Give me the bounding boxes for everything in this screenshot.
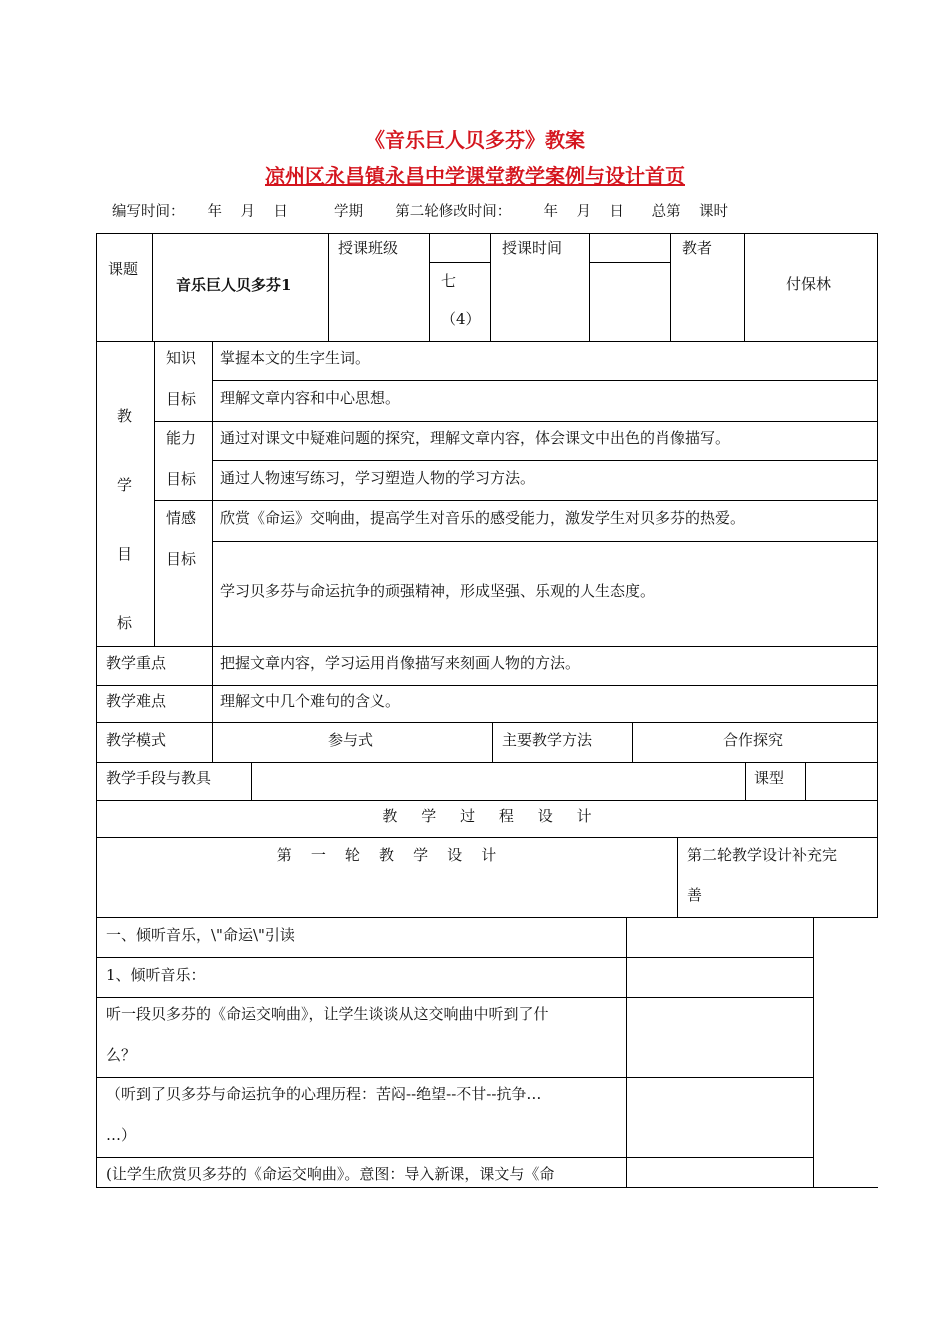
class-value-number: （4） — [441, 310, 481, 328]
mode-label: 教学模式 — [106, 731, 167, 749]
teacher-label: 教者 — [682, 239, 713, 257]
class-label: 授课班级 — [338, 239, 399, 257]
emotion-label-2: 目标 — [166, 550, 197, 568]
step-line: （听到了贝多芬与命运抗争的心理历程：苦闷--绝望--不甘--抗争… — [106, 1085, 542, 1103]
goals-label-2: 学 — [117, 476, 133, 494]
ability-label-2: 目标 — [166, 470, 197, 488]
meta-line: 编写时间： 年 月 日 学期 第二轮修改时间： 年 月 日 总第 课时 — [112, 204, 728, 220]
knowledge-item-1: 掌握本文的生字生词。 — [220, 349, 371, 367]
step-line: …） — [106, 1126, 137, 1144]
step-line: (让学生欣赏贝多芬的《命运交响曲》。意图：导入新课，课文与《命 — [106, 1165, 555, 1183]
difficulty-value: 理解文中几个难句的含义。 — [220, 692, 401, 710]
step-line: 1、倾听音乐： — [106, 966, 206, 984]
ability-item-2: 通过人物速写练习，学习塑造人物的学习方法。 — [220, 469, 536, 487]
goals-label-4: 标 — [117, 614, 133, 632]
ability-item-1: 通过对课文中疑难问题的探究，理解文章内容，体会课文中出色的肖像描写。 — [220, 429, 731, 447]
method-label: 主要教学方法 — [502, 731, 593, 749]
first-round-heading: 第 一 轮 教 学 设 计 — [276, 846, 497, 864]
step-line: 么？ — [106, 1046, 137, 1064]
difficulty-label: 教学难点 — [106, 692, 167, 710]
key-point-value: 把握文章内容，学习运用肖像描写来刻画人物的方法。 — [220, 654, 581, 672]
ability-label-1: 能力 — [166, 429, 197, 447]
method-value: 合作探究 — [723, 731, 784, 749]
type-label: 课型 — [754, 769, 785, 787]
mode-value: 参与式 — [328, 731, 374, 749]
tools-label: 教学手段与教具 — [106, 769, 212, 787]
key-point-label: 教学重点 — [106, 654, 167, 672]
document-subtitle: 凉州区永昌镇永昌中学课堂教学案例与设计首页 — [265, 164, 685, 188]
step-line: 听一段贝多芬的《命运交响曲》，让学生谈谈从这交响曲中听到了什 — [106, 1005, 549, 1023]
teacher-value: 付保林 — [786, 275, 832, 293]
time-label: 授课时间 — [502, 239, 563, 257]
process-title: 教 学 过 程 设 计 — [382, 807, 592, 825]
knowledge-label-2: 目标 — [166, 390, 197, 408]
step-line: 一、倾听音乐，\"命运\"引读 — [106, 926, 295, 944]
goals-label-1: 教 — [117, 407, 133, 425]
subject-label: 课题 — [108, 260, 139, 278]
knowledge-label-1: 知识 — [166, 349, 197, 367]
second-round-heading-1: 第二轮教学设计补充完 — [687, 846, 838, 864]
document-title: 《音乐巨人贝多芬》教案 — [365, 128, 585, 152]
goals-label-3: 目 — [117, 545, 133, 563]
class-value-grade: 七 — [441, 272, 457, 290]
emotion-item-2: 学习贝多芬与命运抗争的顽强精神，形成坚强、乐观的人生态度。 — [220, 582, 656, 600]
emotion-item-1: 欣赏《命运》交响曲，提高学生对音乐的感受能力，激发学生对贝多芬的热爱。 — [220, 509, 746, 527]
knowledge-item-2: 理解文章内容和中心思想。 — [220, 389, 401, 407]
second-round-heading-2: 善 — [687, 886, 703, 904]
subject-value: 音乐巨人贝多芬1 — [176, 276, 292, 294]
emotion-label-1: 情感 — [166, 509, 197, 527]
